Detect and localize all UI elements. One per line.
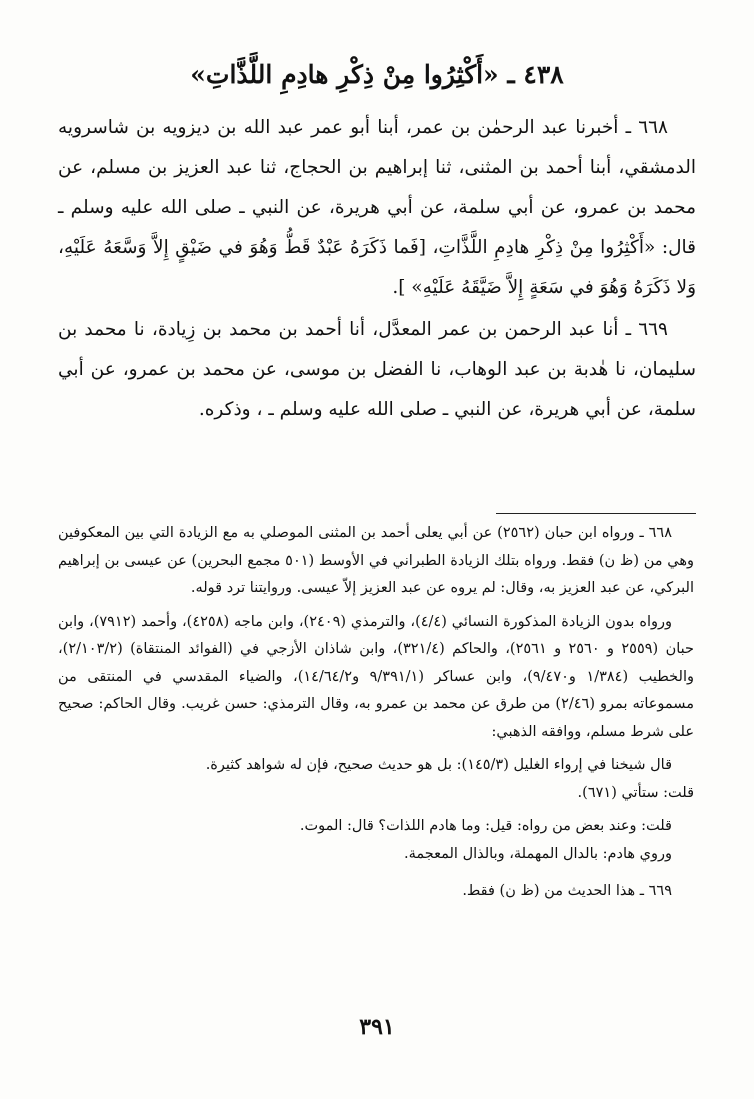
- footnote-divider: [496, 513, 696, 514]
- footnote-668-grading: قال شيخنا في إرواء الغليل (١٤٥/٣): بل هو حديث صحيح، فإن له شواهد كثيرة.: [205, 757, 672, 773]
- footnote-668-crossref: قلت: ستأتي (٦٧١).: [577, 784, 694, 801]
- footnote-668-variant: وروي هادم: بالدال المهملة، وبالذال المعجمة.: [404, 845, 672, 862]
- chapter-heading: ٤٣٨ ـ «أَكْثِرُوا مِنْ ذِكْرِ هادِمِ اللَّذَّاتِ»: [190, 60, 564, 89]
- footnote-668: ٦٦٨ ـ ورواه ابن حبان (٢٥٦٢) عن أبي يعلى أحمد بن المثنى الموصلي به مع الزيادة التي بين المعكوفين وهي من (ظ ن) فقط. ورواه بتلك الزيادة الطبراني في الأوسط (٥٠١ مجمع البحرين) عن عيسى بن إبراهيم البركي، عن عبد العزيز به، وقال: لم يروه عن عبد العزيز إلاّ عيسى. وروايتنا ترد قوله.: [58, 525, 694, 596]
- footnote-669: ٦٦٩ ـ هذا الحديث من (ظ ن) فقط.: [462, 883, 672, 899]
- hadith-669: ٦٦٩ ـ أنا عبد الرحمن بن عمر المعدَّل، أنا أحمد بن محمد بن زِيادة، نا محمد بن سليمان، نا هٰدبة بن عبد الوهاب، نا الفضل بن موسى، عن محمد بن عمرو، عن أبي سلمة، عن أبي هريرة، عن النبي ـ صلى الله عليه وسلم ـ ، وذكره.: [58, 319, 696, 420]
- hadith-668: ٦٦٨ ـ أخبرنا عبد الرحمٰن بن عمر، أبنا أبو عمر عبد الله بن ديزويه بن شاسرويه الدمشقي، أبنا أحمد بن المثنى، ثنا إبراهيم بن الحجاج، ثنا عبد العزيز بن مسلم، عن محمد بن عمرو، عن أبي سلمة، عن أبي هريرة، عن النبي ـ صلى الله عليه وسلم ـ قال: «أَكْثِرُوا مِنْ ذِكْرِ هادِمِ اللَّذَّاتِ، [فَما ذَكَرَهُ عَبْدٌ قَطُّ وَهُوَ في ضَيْقٍ إِلاَّ وَسَّعَهُ عَلَيْهِ، وَلا ذَكَرَهُ وَهُوَ في سَعَةٍ إِلاَّ ضَيَّقَهُ عَلَيْهِ» ].: [58, 117, 696, 298]
- footnotes: [58, 520, 694, 906]
- footnote-668-remark: قلت: وعند بعض من رواه: قيل: وما هادم اللذات؟ قال: الموت.: [299, 818, 672, 834]
- page-number: ٣٩١: [359, 1014, 395, 1040]
- footnote-668-takhrij: ورواه بدون الزيادة المذكورة النسائي (٤/٤)، والترمذي (٢٤٠٩)، وابن ماجه (٤٢٥٨)، وأحمد (٧٩١٢)، وابن حبان (٢٥٥٩ و ٢٥٦٠ و ٢٥٦١)، والحاكم (٣٢١/٤)، وابن شاذان الأزجي في (الفوائد المنتقاة) (٢/١٠٣/٢)، والخطيب (١/٣٨٤ و٩/٤٧٠)، وابن عساكر (٩/٣٩١/١ و١٤/٦٤/٢)، والضياء المقدسي في المنتقى من مسموعاته بمرو (٢/٤٦) من طرق عن محمد بن عمرو به، وقال الترمذي: حسن غريب. وقال الحاكم: صحيح على شرط مسلم، ووافقه الذهبي:: [58, 613, 694, 740]
- main-text: [58, 108, 696, 430]
